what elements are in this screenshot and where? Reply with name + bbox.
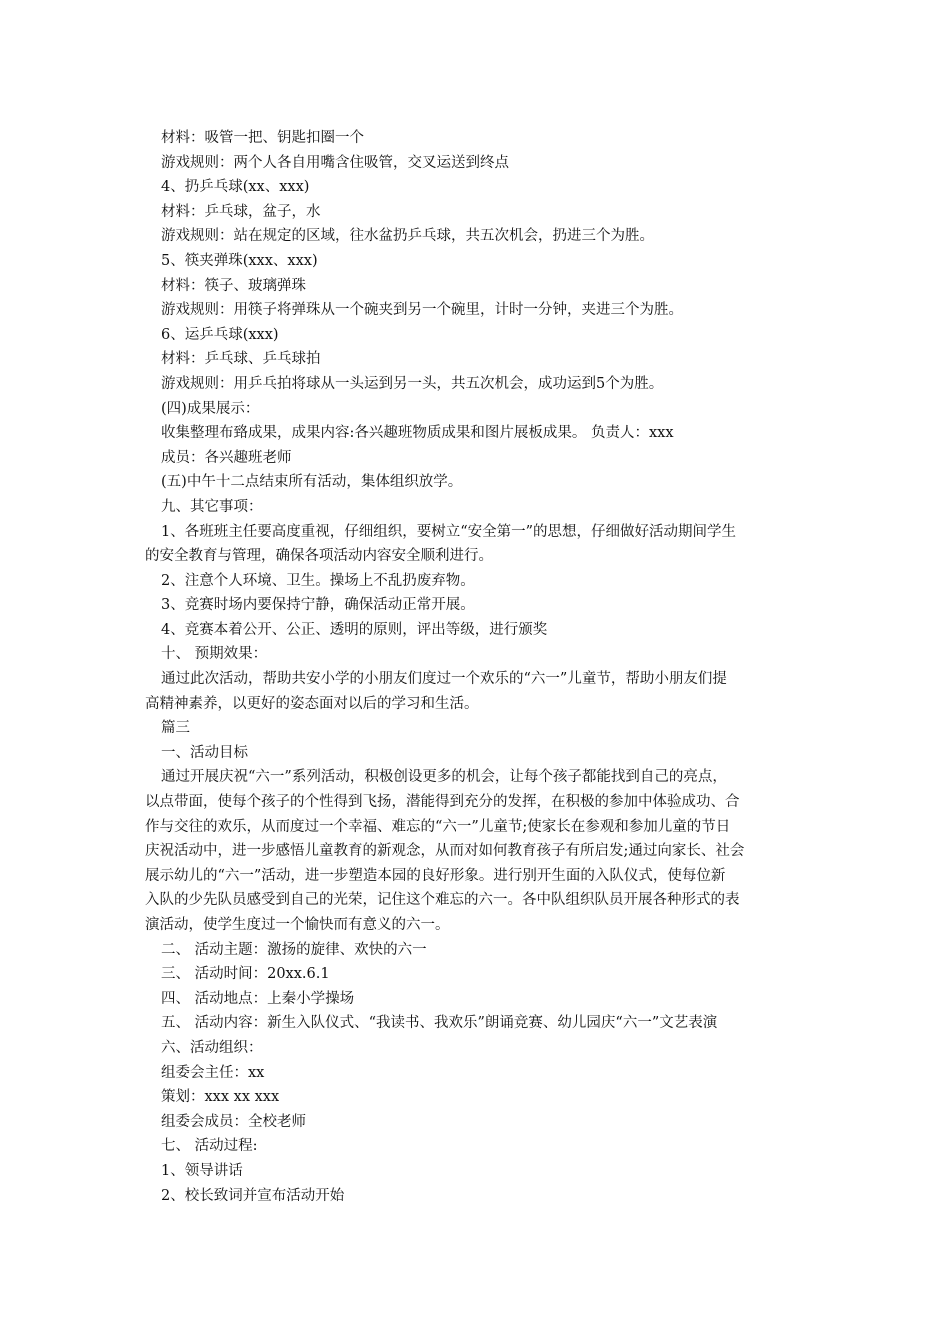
text-line: 收集整理布臵成果，成果内容:各兴趣班物质成果和图片展板成果。 负责人：xxx [161, 425, 674, 442]
text-line: 通过开展庆祝“六一”系列活动，积极创设更多的机会，让每个孩子都能找到自己的亮点， [161, 769, 727, 786]
text-line: 七、 活动过程: [161, 1138, 258, 1155]
text-line: (五)中午十二点结束所有活动，集体组织放学。 [161, 474, 463, 491]
text-line: 游戏规则：两个人各自用嘴含住吸管，交叉运送到终点 [161, 154, 509, 171]
text-line: 1、各班班主任要高度重视，仔细组织，要树立“安全第一”的思想，仔细做好活动期间学生 [161, 523, 737, 540]
text-line: 二、 活动主题：激扬的旋律、欢快的六一 [161, 941, 427, 958]
text-line: 五、 活动内容：新生入队仪式、“我读书、我欢乐”朗诵竞赛、幼儿园庆“六一”文艺表演 [161, 1015, 718, 1032]
document-body [145, 126, 810, 1208]
text-line: 2、校长致词并宣布活动开始 [161, 1187, 345, 1204]
text-line: 游戏规则：用乒乓拍将球从一头运到另一头，共五次机会，成功运到5个为胜。 [161, 375, 664, 392]
text-line: 策划：xxx xx xxx [161, 1089, 280, 1106]
text-line: (四)成果展示： [161, 400, 260, 417]
text-line: 的安全教育与管理，确保各项活动内容安全顺利进行。 [145, 548, 493, 565]
text-line: 三、 活动时间：20xx.6.1 [161, 966, 330, 983]
text-line: 6、运乒乓球(xxx) [161, 326, 279, 343]
text-line: 1、领导讲话 [161, 1162, 243, 1179]
text-line: 十、 预期效果： [161, 646, 268, 663]
text-line: 材料：筷子、玻璃弹珠 [161, 277, 306, 294]
text-line: 4、竞赛本着公开、公正、透明的原则，评出等级，进行颁奖 [161, 621, 548, 638]
text-line: 成员：各兴趣班老师 [161, 449, 292, 466]
text-line: 游戏规则：用筷子将弹珠从一个碗夹到另一个碗里，计时一分钟，夹进三个为胜。 [161, 302, 683, 319]
text-line: 4、扔乒乓球(xx、xxx) [161, 179, 310, 196]
text-line: 通过此次活动，帮助共安小学的小朋友们度过一个欢乐的“六一”儿童节，帮助小朋友们提 [161, 671, 727, 688]
text-line: 庆祝活动中，进一步感悟儿童教育的新观念，从而对如何教育孩子有所启发;通过向家长、社会 [145, 843, 745, 860]
text-line: 高精神素养，以更好的姿态面对以后的学习和生活。 [145, 695, 479, 712]
text-line: 材料：乒乓球、乒乓球拍 [161, 351, 321, 368]
text-line: 游戏规则：站在规定的区域，往水盆扔乒乓球，共五次机会，扔进三个为胜。 [161, 228, 654, 245]
text-line: 展示幼儿的“六一”活动，进一步塑造本园的良好形象。进行别开生面的入队仪式，使每位新 [145, 867, 726, 884]
text-line: 5、筷夹弹珠(xxx、xxx) [161, 252, 318, 269]
text-line: 入队的少先队员感受到自己的光荣，记住这个难忘的六一。各中队组织队员开展各种形式的表 [145, 892, 740, 909]
text-line: 六、活动组织： [161, 1039, 263, 1056]
text-line: 组委会成员：全校老师 [161, 1113, 306, 1130]
text-line: 以点带面，使每个孩子的个性得到飞扬，潜能得到充分的发挥，在积极的参加中体验成功、合 [145, 794, 740, 811]
text-line: 一、活动目标 [161, 744, 248, 761]
text-line: 组委会主任：xx [161, 1064, 265, 1081]
text-line: 九、其它事项： [161, 498, 263, 515]
text-line: 四、 活动地点：上秦小学操场 [161, 990, 355, 1007]
text-line: 3、竞赛时场内要保持宁静，确保活动正常开展。 [161, 597, 475, 614]
text-line: 演活动，使学生度过一个愉快而有意义的六一。 [145, 917, 450, 933]
text-line: 篇三 [161, 720, 190, 737]
text-line: 材料：乒乓球，盆子，水 [161, 203, 321, 220]
text-line: 作与交往的欢乐，从而度过一个幸福、难忘的“六一”儿童节;使家长在参观和参加儿童的节日 [145, 818, 731, 835]
text-line: 2、注意个人环境、卫生。操场上不乱扔废弃物。 [161, 572, 475, 589]
text-line: 材料：吸管一把、钥匙扣圈一个 [161, 130, 364, 146]
